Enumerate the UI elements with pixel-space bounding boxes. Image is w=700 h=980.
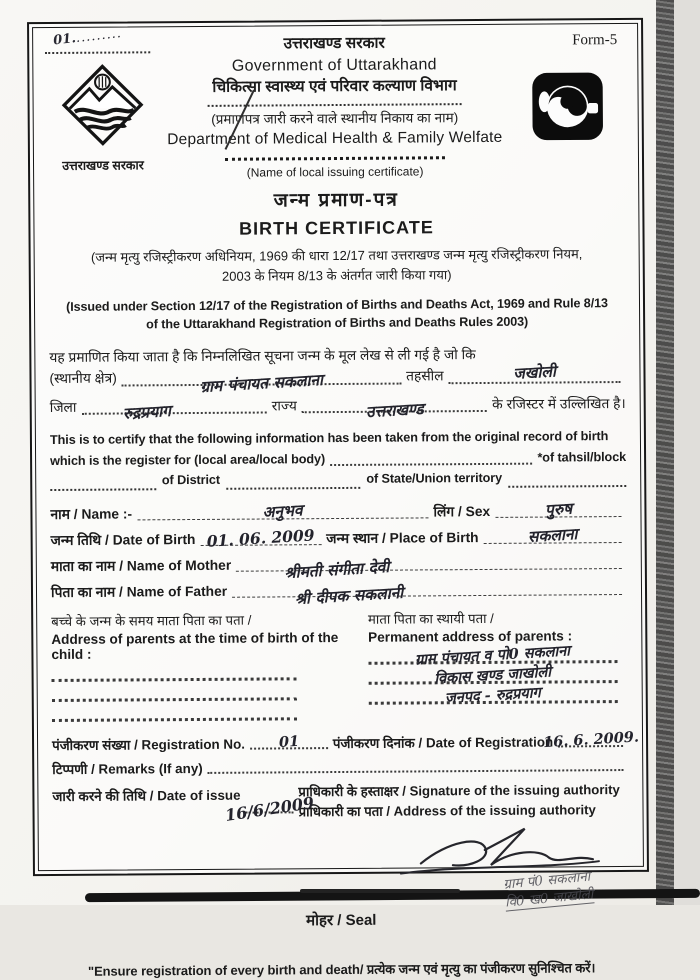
- local-area-line: [122, 369, 401, 386]
- of-district-text: of District: [162, 470, 220, 491]
- registration-date-label: पंजीकरण दिनांक / Date of Registration: [333, 733, 553, 753]
- register-for-text: which is the register for (local area/local body): [50, 449, 325, 471]
- margin-scribble-text: 01.: [53, 31, 77, 48]
- birth-address-column: [51, 610, 369, 722]
- tahsil-line: [449, 368, 621, 384]
- state-emblem-block: [47, 35, 158, 174]
- authority-labels: [298, 780, 628, 822]
- permanent-address-line-3: [368, 683, 617, 705]
- sex-line: [495, 503, 621, 518]
- permanent-address-column: [368, 608, 628, 720]
- district-line: [81, 399, 266, 415]
- certify-hindi-line3: [50, 394, 626, 419]
- mother-value: श्रीमती संगीता देवी: [283, 555, 389, 583]
- department-title-english: Department of Medical Health & Family Welfate: [158, 127, 512, 150]
- issue-date-label: जारी करने की तिथि / Date of issue: [52, 786, 240, 805]
- registration-date-line: [558, 732, 623, 747]
- issue-date-line: [246, 799, 294, 814]
- mother-line: [236, 555, 622, 572]
- tahsil-value: जखोली: [513, 360, 557, 386]
- registration-row: [52, 732, 628, 754]
- pob-value: सकलाना: [527, 522, 578, 547]
- district-label: जिला: [50, 398, 77, 419]
- issuing-authority-stamp: [503, 868, 594, 911]
- uttarakhand-emblem-icon: [61, 63, 144, 150]
- dob-label: जन्म तिथि / Date of Birth: [51, 530, 196, 550]
- certify-english-line3: [50, 467, 626, 491]
- act-reference-hindi: [49, 244, 625, 288]
- remarks-label: टिप्पणी / Remarks (If any): [52, 759, 203, 778]
- state-value: उत्तराखण्ड: [365, 397, 424, 424]
- registration-no-value: 01: [278, 733, 299, 751]
- district-value: रुद्रप्रयाग: [122, 399, 171, 425]
- certificate-body: [32, 23, 644, 871]
- remarks-line: [208, 756, 624, 774]
- father-label: पिता का नाम / Name of Father: [51, 582, 227, 602]
- dob-pob-row: [51, 527, 627, 550]
- registration-no-line: [250, 734, 328, 750]
- government-title-english: Government of Uttarakhand: [157, 54, 511, 78]
- birth-address-line-1: [51, 661, 296, 683]
- margin-dots: .........: [75, 26, 123, 46]
- act-hindi-line1: (जन्म मृत्यु रजिस्ट्रीकरण अधिनियम, 1969 की धारा 12/17 तथा उत्तराखण्ड जन्म मृत्यु रजिस्ट्रीकरण नियम,: [49, 244, 625, 268]
- registration-date-value: 16. 6. 2009.: [542, 729, 639, 752]
- remarks-row: [52, 756, 628, 778]
- name-line: [137, 505, 428, 521]
- birth-address-label-hindi: बच्चे के जन्म के समय माता पिता का पता /: [51, 610, 368, 630]
- dob-line: [200, 531, 321, 546]
- detail-fields: [50, 501, 627, 602]
- header: [47, 32, 624, 182]
- scan-edge-outer: [674, 0, 700, 905]
- pob-label: जन्म स्थान / Place of Birth: [326, 528, 478, 548]
- act-english-line1: (Issued under Section 12/17 of the Registration of Births and Deaths Act, 1969 and Rule 8/13: [49, 294, 625, 316]
- address-section: [51, 608, 628, 722]
- header-center: [157, 33, 512, 181]
- certify-paragraph-english: [50, 426, 626, 491]
- department-title-hindi: चिकित्सा स्वास्थ्य एवं परिवार कल्याण विभाग: [157, 75, 511, 98]
- issue-row: [52, 780, 628, 824]
- tahsil-block-text: *of tahsil/block: [537, 447, 626, 468]
- local-area-value: ग्राम पंचायत सकलाना: [199, 368, 323, 398]
- footer-slogan: "Ensure registration of every birth and death/ प्रत्येक जन्म एवं मृत्यु का पंजीकरण सुनिश्चित करें।: [54, 958, 630, 980]
- title-block: [48, 186, 625, 335]
- certify-hindi-line2: [49, 365, 625, 390]
- issue-date-value: 16/6/2009: [224, 793, 315, 825]
- address-authority-label: प्राधिकारी का पता / Address of the issuing authority: [298, 800, 628, 822]
- district-name-dotted-line: [226, 476, 360, 490]
- permanent-address-line-1: [368, 643, 617, 665]
- emblem-caption: उत्तराखण्ड सरकार: [48, 156, 158, 174]
- permanent-address-label-english: Permanent address of parents :: [368, 628, 627, 645]
- tahsil-label: तहसील: [406, 366, 444, 387]
- header-right: [511, 32, 624, 149]
- birth-address-line-2: [52, 681, 297, 703]
- issuing-body-caption-english: (Name of local issuing certificate): [158, 162, 512, 181]
- father-value: श्री दीपक सकलानी: [294, 581, 403, 609]
- sex-value: पुरुष: [544, 497, 572, 521]
- father-line: [232, 581, 622, 598]
- name-sex-row: [50, 501, 626, 524]
- stamp-line-2: वि0 ख0 जाखोली: [505, 886, 595, 912]
- dob-value: 01. 06. 2009: [206, 526, 315, 551]
- certify-english-line2: [50, 447, 626, 471]
- state-line: [302, 397, 487, 413]
- permanent-address-value-2: विकास खण्ड जाखोली: [434, 662, 552, 689]
- mother-label: माता का नाम / Name of Mother: [51, 556, 231, 576]
- birth-address-line-3: [52, 701, 297, 723]
- form-number: Form-5: [511, 32, 623, 50]
- permanent-address-label-hindi: माता पिता का स्थायी पता /: [368, 608, 627, 628]
- of-state-text: of State/Union territory: [366, 468, 502, 489]
- health-department-logo-icon: [527, 69, 608, 144]
- registration-section: [52, 732, 629, 824]
- dotted-separator-bold: [225, 155, 444, 161]
- act-reference-english: [49, 294, 625, 335]
- state-name-dotted-line: [508, 474, 626, 488]
- permanent-address-value-3: जनपद - रुद्रप्रयाग: [445, 682, 542, 708]
- act-hindi-line2: 2003 के नियम 8/13 के अंतर्गत जारी किया गया): [49, 264, 625, 288]
- certificate-double-border: [27, 18, 649, 876]
- scan-edge-shadow: [656, 0, 674, 905]
- stamp-line-1: ग्राम पं0 सकलाना: [503, 868, 593, 894]
- certify-paragraph-hindi: [49, 344, 625, 418]
- permanent-address-value-1: ग्राम पंचायत व पो0 सकलाना: [415, 641, 571, 670]
- government-title-hindi: उत्तराखण्ड सरकार: [157, 33, 511, 56]
- name-value: अनुभव: [262, 499, 303, 523]
- registration-no-label: पंजीकरण संख्या / Registration No.: [52, 735, 245, 754]
- state-label: राज्य: [272, 396, 297, 417]
- signature-authority-label: प्राधिकारी के हस्ताक्षर / Signature of the issuing authority: [298, 780, 628, 802]
- local-area-label: (स्थानीय क्षेत्र): [49, 369, 116, 390]
- local-body-dotted-line: [330, 450, 532, 466]
- certify-hindi-line1: यह प्रमाणित किया जाता है कि निम्नलिखित सूचना जन्म के मूल लेख से ली गई है जो कि: [49, 344, 625, 369]
- sex-label: लिंग / Sex: [433, 502, 490, 521]
- signature-zone: [53, 820, 630, 910]
- pob-line: [484, 529, 622, 544]
- seal-label: मोहर / Seal: [53, 908, 629, 932]
- certify-english-line1: This is to certify that the following information has been taken from the original record of birth: [50, 426, 626, 450]
- name-label: नाम / Name :-: [50, 505, 132, 525]
- certificate-title-english: BIRTH CERTIFICATE: [48, 214, 624, 243]
- birth-address-label-english: Address of parents at the time of birth of the child :: [51, 630, 368, 662]
- mother-row: [51, 553, 627, 576]
- certificate-title-hindi: जन्म प्रमाण-पत्र: [48, 186, 624, 217]
- permanent-address-line-2: [368, 663, 617, 685]
- register-tail-text: के रजिस्टर में उल्लिखित है।: [492, 394, 626, 416]
- father-row: [51, 579, 627, 602]
- act-english-line2: of the Uttarakhand Registration of Births and Deaths Rules 2003): [49, 312, 625, 334]
- issuing-body-caption-hindi: (प्रमाणपत्र जारी करने वाले स्थानीय निकाय का नाम): [158, 109, 512, 130]
- district-dotted-line-en: [50, 478, 156, 492]
